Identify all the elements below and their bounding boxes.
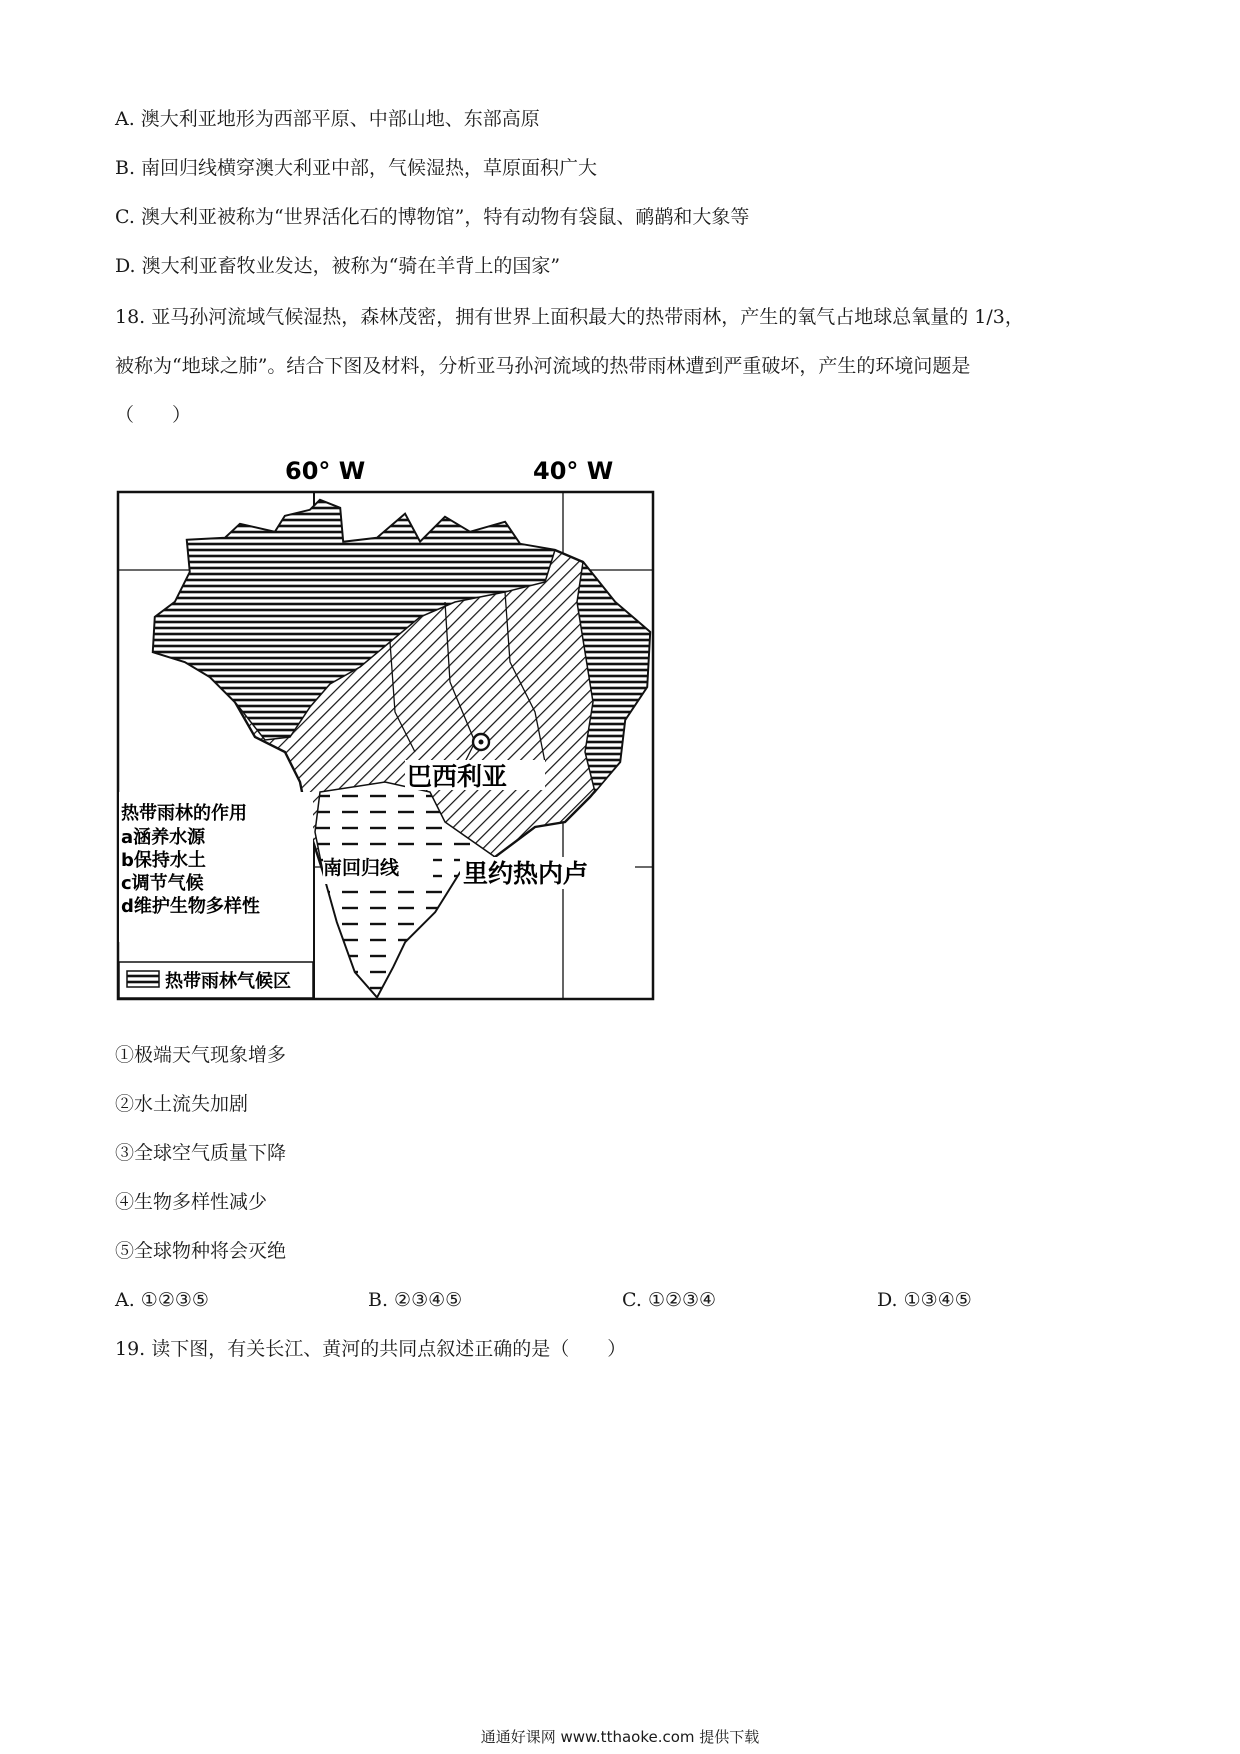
q17-option-b: B. 南回归线横穿澳大利亚中部，气候湿热，草原面积广大 (115, 157, 598, 179)
q18-option-b: B. ②③④⑤ (368, 1289, 463, 1311)
brazil-rainforest-map (115, 452, 660, 1010)
statement-2: ②水土流失加剧 (115, 1093, 249, 1115)
legend-label: 热带雨林气候区 (165, 971, 291, 992)
q18-stem-line1: 18. 亚马孙河流域气候湿热，森林茂密，拥有世界上面积最大的热带雨林，产生的氧气占地球总氧量的 1/3， (115, 306, 1024, 328)
statement-3: ③全球空气质量下降 (115, 1142, 287, 1164)
functions-title: 热带雨林的作用 (121, 803, 247, 824)
function-item: b保持水土 (121, 850, 206, 871)
q18-stem-line2: 被称为“地球之肺”。结合下图及材料，分析亚马孙河流域的热带雨林遭到严重破坏，产生的环境问题是 (115, 355, 971, 377)
function-item: d维护生物多样性 (121, 896, 260, 917)
statement-5: ⑤全球物种将会灭绝 (115, 1240, 287, 1262)
q18-option-a: A. ①②③⑤ (115, 1289, 209, 1311)
legend-swatch (127, 971, 159, 987)
longitude-label-60w: 60° W (285, 457, 366, 485)
page-footer: 通通好课网 www.tthaoke.com 提供下载 (480, 1728, 760, 1746)
q17-option-d: D. 澳大利亚畜牧业发达，被称为“骑在羊背上的国家” (115, 255, 561, 277)
q18-option-d: D. ①③④⑤ (877, 1289, 972, 1311)
function-item: a涵养水源 (121, 827, 206, 848)
longitude-label-40w: 40° W (533, 457, 614, 485)
q18-stem-line3: （ ） (115, 404, 192, 426)
rio-label: 里约热内卢 (463, 859, 589, 888)
q17-option-a: A. 澳大利亚地形为西部平原、中部山地、东部高原 (115, 108, 540, 130)
q17-option-c: C. 澳大利亚被称为“世界活化石的博物馆”，特有动物有袋鼠、鸸鹋和大象等 (115, 206, 750, 228)
tropic-of-capricorn-label: 南回归线 (323, 857, 400, 879)
brasilia-label: 巴西利亚 (407, 762, 508, 791)
statement-1: ①极端天气现象增多 (115, 1044, 287, 1066)
q19-stem: 19. 读下图，有关长江、黄河的共同点叙述正确的是（ ） (115, 1338, 627, 1360)
q18-option-c: C. ①②③④ (622, 1289, 717, 1311)
statement-4: ④生物多样性减少 (115, 1191, 268, 1213)
function-item: c调节气候 (121, 873, 204, 894)
